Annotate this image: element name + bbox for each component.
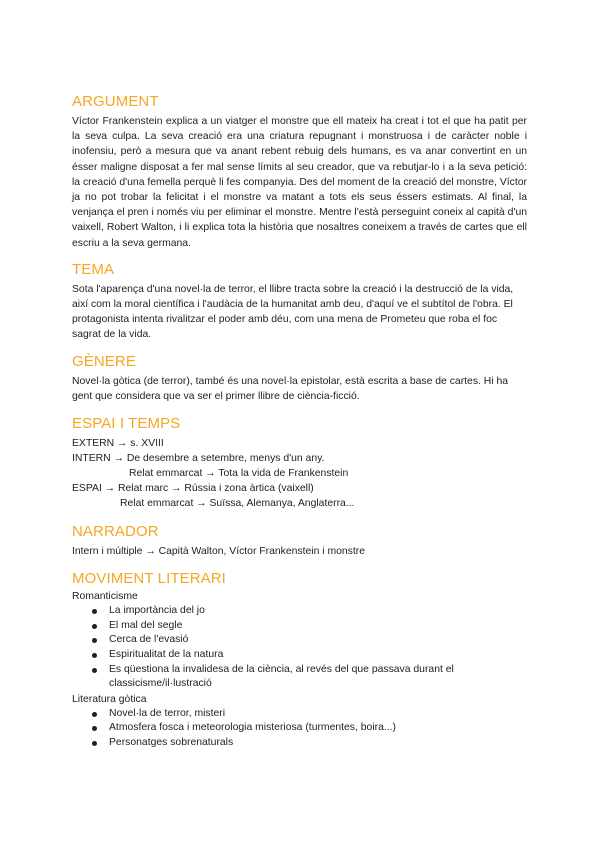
espai-line-intern: INTERN → De desembre a setembre, menys d'un any. [72,453,325,465]
espai-line-relat-emmarcat-espai: Relat emmarcat → Suïssa, Alemanya, Anglaterra... [120,498,355,510]
espai-line-extern: EXTERN → s. XVIII [72,438,164,450]
espai-line-espai: ESPAI → Relat marc → Rússia i zona àrtica (vaixell) [72,483,314,495]
list-item: El mal del segle [109,619,527,634]
list-item: Es qüestiona la invalidesa de la ciència, al revés del que passava durant el classicisme/il·lustració [109,663,527,692]
espai-line-relat-emmarcat-temps: Relat emmarcat → Tota la vida de Frankenstein [129,468,349,480]
tema-text: Sota l'aparença d'una novel·la de terror, el llibre tracta sobre la creació i la destrucció de la vida, així com la moral científica i l'audàcia de la humanitat amb deu, d'aquí ve el subtítol de l'obra. El protagonista intenta rivalitzar el poder amb déu, com una mena de Prometeu que roba el foc sagrat de la vida. [72,283,514,341]
list-item: La importància del jo [109,604,527,619]
document-content [72,92,527,751]
argument-text: Víctor Frankenstein explica a un viatger el monstre que ell mateix ha creat i tot el que ha patit per la seva culpa. La seva creació era una criatura repugnant i monstruosa i de caràcter noble i inofensiu, però a mesura que va anant rebent rebuig dels humans, es va anar convertint en un ésser maligne disposat a fer mal sense límits al seu creador, que va rebutjar-lo i a la seva petició: la creació d'una femella perquè li fes companyia. Des del moment de la creació del monstre, Víctor ja no pot trobar la felicitat i el monstre va matant a tots els seus éssers estimats. Al final, la venjança el pren i només viu per eliminar el monstre. Mentre l'està perseguint coneix al capità d'un vaixell, Robert Walton, i li explica tota la història que nosaltres coneixem a través de cartes que ell escriu a la seva germana. [72,116,527,249]
heading-espai-temps: ESPAI I TEMPS [72,415,181,433]
list-item: Personatges sobrenaturals [109,736,527,751]
list-item: Cerca de l'evasió [109,633,527,648]
heading-narrador: NARRADOR [72,523,159,541]
heading-tema: TEMA [72,260,115,278]
heading-moviment-literari: MOVIMENT LITERARI [72,570,226,588]
narrador-text: Intern i múltiple → Capità Walton, Víctor Frankenstein i monstre [72,546,365,558]
espai-temps-block [72,436,527,511]
list-item: Espiritualitat de la natura [109,648,527,663]
genere-text: Novel·la gòtica (de terror), també és una novel·la epistolar, està escrita a base de cartes. Hi ha gent que considera que va ser el primer llibre de ciència-ficció. [72,375,509,402]
literatura-gotica-list [72,707,527,751]
romanticisme-label: Romanticisme [72,591,138,603]
list-item: Atmosfera fosca i meteorologia misteriosa (turmentes, boira...) [109,721,527,736]
list-item: Novel·la de terror, misteri [109,707,527,722]
heading-argument: ARGUMENT [72,93,159,110]
romanticisme-list [72,604,527,692]
literatura-gotica-label: Literatura gòtica [72,693,147,705]
heading-genere: GÈNERE [72,352,136,370]
